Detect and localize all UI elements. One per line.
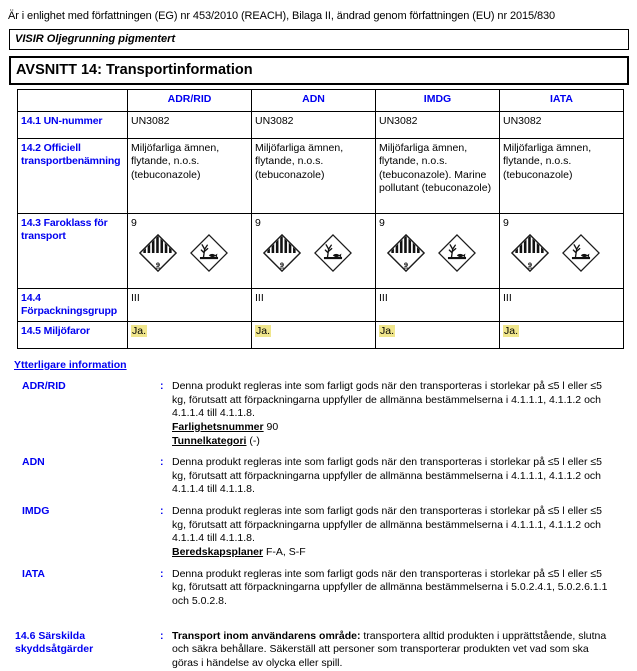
table-cell: III — [128, 289, 252, 322]
adn-label: ADN — [22, 456, 45, 469]
class-9-diamond-icon — [262, 233, 302, 273]
imdg-text — [172, 505, 615, 560]
table-cell — [500, 322, 624, 349]
colon: : — [160, 567, 164, 580]
hazard-pictograms — [510, 233, 620, 273]
adn-info-block — [8, 456, 631, 497]
table-cell — [376, 322, 500, 349]
hazard-number-label: Farlighetsnummer — [172, 420, 264, 433]
tunnel-category-line — [172, 435, 615, 449]
product-name-box — [9, 29, 629, 50]
hazard-class-value: 9 — [503, 217, 509, 229]
table-cell — [252, 322, 376, 349]
highlighted-value: Ja. — [380, 325, 395, 337]
row-un-number — [18, 112, 624, 139]
regulation-note: Är i enlighet med författningen (EG) nr 453/2010 (REACH), Bilaga II, ändrad genom författningen (EU) nr 2015/830 — [8, 10, 556, 22]
table-cell — [500, 214, 624, 289]
table-cell: UN3082 — [500, 112, 624, 139]
col-header-adn: ADN — [252, 90, 376, 112]
imdg-info-block — [8, 505, 631, 560]
hazard-class-value: 9 — [255, 217, 261, 229]
table-cell: III — [376, 289, 500, 322]
adn-text — [172, 456, 615, 497]
adr-rid-text — [172, 380, 615, 448]
hazard-class-value: 9 — [131, 217, 137, 229]
table-cell: Miljöfarliga ämnen, flytande, n.o.s. (tebuconazole). Marine pollutant (tebuconazole) — [376, 139, 500, 214]
table-cell: UN3082 — [128, 112, 252, 139]
environmental-hazard-diamond-icon — [313, 233, 353, 273]
adr-rid-label: ADR/RID — [22, 380, 66, 392]
special-precautions-label: 14.6 Särskilda skyddsåtgärder — [15, 629, 94, 656]
adn-paragraph: Denna produkt regleras inte som farligt gods när den transporteras i storlekar på ≤5 l eller ≤5 kg, förutsatt att förpackningarna uppfyller de allmänna bestämmelserna i 4.1.1.1, 4.1.1.2 och 4.1.1.4 till 4.1.1.8. — [172, 456, 602, 496]
highlighted-value: Ja. — [132, 325, 147, 337]
row-label-14-3: 14.3 Faroklass för transport — [18, 214, 128, 289]
section-14-header — [9, 56, 629, 85]
table-cell: III — [252, 289, 376, 322]
table-cell: III — [500, 289, 624, 322]
iata-text — [172, 568, 615, 609]
iata-label: IATA — [22, 567, 45, 580]
col-header-adr-rid: ADR/RID — [128, 90, 252, 112]
product-name: VISIR Oljegrunning pigmentert — [15, 33, 176, 45]
table-cell: UN3082 — [376, 112, 500, 139]
row-label-14-4: 14.4 Förpackningsgrupp — [18, 289, 128, 322]
hazard-pictograms — [386, 233, 496, 273]
row-label-14-1: 14.1 UN-nummer — [18, 112, 128, 139]
tunnel-category-value: (-) — [249, 434, 260, 447]
hazard-number-value: 90 — [266, 420, 279, 433]
emergency-schedules-label: Beredskapsplaner — [172, 546, 264, 559]
environmental-hazard-diamond-icon — [437, 233, 477, 273]
table-cell: Miljöfarliga ämnen, flytande, n.o.s. (tebuconazole) — [252, 139, 376, 214]
table-cell — [128, 322, 252, 349]
col-header-imdg: IMDG — [376, 90, 500, 112]
special-precautions-text — [172, 630, 615, 671]
row-hazard-class — [18, 214, 624, 289]
highlighted-value: Ja. — [256, 325, 271, 337]
colon: : — [160, 629, 164, 642]
table-cell — [128, 214, 252, 289]
corner-cell — [18, 90, 128, 112]
environmental-hazard-diamond-icon — [189, 233, 229, 273]
table-cell: Miljöfarliga ämnen, flytande, n.o.s. (tebuconazole) — [128, 139, 252, 214]
transport-table — [17, 89, 624, 349]
adr-rid-info-block — [8, 380, 631, 448]
adr-rid-paragraph: Denna produkt regleras inte som farligt gods när den transporteras i storlekar på ≤5 l eller ≤5 kg, förutsatt att förpackningarna uppfyller de allmänna bestämmelserna i 4.1.1.1, 4.1.1.2 och 4.1.1.4 till 4.1.1.8. — [172, 380, 602, 420]
table-cell — [376, 214, 500, 289]
imdg-paragraph: Denna produkt regleras inte som farligt gods när den transporteras i storlekar på ≤5 l eller ≤5 kg, förutsatt att förpackningarna uppfyller de allmänna bestämmelserna i 4.1.1.1, 4.1.1.2 och 4.1.1.4 till 4.1.1.8. — [172, 505, 602, 545]
class-9-diamond-icon — [510, 233, 550, 273]
highlighted-value: Ja. — [504, 325, 519, 337]
special-precautions-lead: Transport inom användarens område: — [172, 629, 361, 642]
environmental-hazard-diamond-icon — [561, 233, 601, 273]
special-precautions-block — [8, 630, 631, 671]
table-header-row — [18, 90, 624, 112]
special-precautions-paragraph: transportera alltid produkten i upprättstående, slutna och säkra behållare. Säkerställ att personer som transporterar produkten vet vad som ska göras i händelse av olycka eller spill. — [172, 629, 607, 669]
row-environmental-hazards — [18, 322, 624, 349]
row-proper-shipping-name — [18, 139, 624, 214]
table-cell: Miljöfarliga ämnen, flytande, n.o.s. (tebuconazole) — [500, 139, 624, 214]
iata-info-block — [8, 568, 631, 609]
class-9-diamond-icon — [386, 233, 426, 273]
row-packing-group — [18, 289, 624, 322]
class-9-diamond-icon — [138, 233, 178, 273]
colon: : — [160, 505, 164, 518]
additional-information-heading: Ytterligare information — [14, 359, 127, 371]
emergency-schedules-value: F-A, S-F — [265, 546, 306, 559]
row-label-14-2: 14.2 Officiell transportbenämning — [18, 139, 128, 214]
imdg-label: IMDG — [22, 505, 50, 518]
hazard-number-line — [172, 421, 615, 435]
colon: : — [160, 380, 164, 392]
colon: : — [160, 456, 164, 469]
table-cell: UN3082 — [252, 112, 376, 139]
hazard-pictograms — [138, 233, 248, 273]
emergency-schedules-line — [172, 546, 615, 560]
table-cell — [252, 214, 376, 289]
row-label-14-5: 14.5 Miljöfaror — [18, 322, 128, 349]
iata-paragraph: Denna produkt regleras inte som farligt gods när den transporteras i storlekar på ≤5 l eller ≤5 kg, förutsatt att förpackningarna uppfyller de allmänna bestämmelserna i 5.0.2.4.1, 5.0.2.6.1.1 och 5.0.2.8. — [172, 567, 608, 607]
tunnel-category-label: Tunnelkategori — [172, 434, 247, 447]
section-title: AVSNITT 14: Transportinformation — [16, 62, 253, 78]
hazard-pictograms — [262, 233, 372, 273]
col-header-iata: IATA — [500, 90, 624, 112]
hazard-class-value: 9 — [379, 217, 385, 229]
